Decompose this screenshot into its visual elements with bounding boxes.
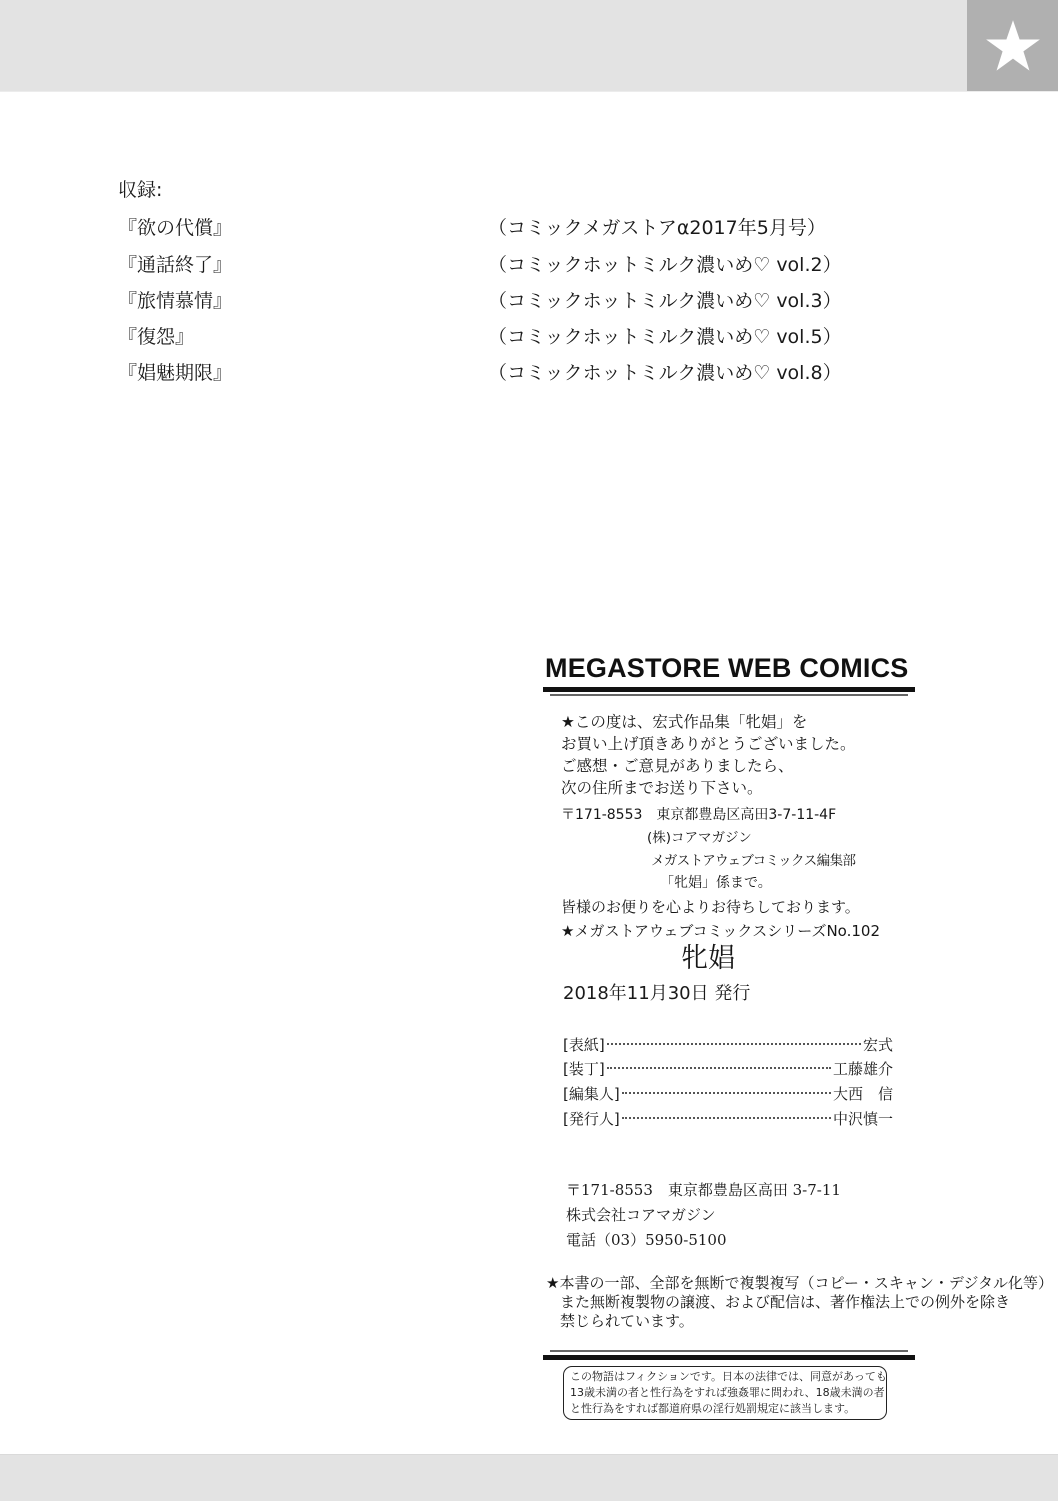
contents-item [118,324,842,350]
credit-row [563,1082,893,1106]
dot-leader [622,1117,831,1119]
story-title: 『通話終了』 [118,254,233,276]
copyright-line: 禁じられています。 [560,1312,694,1330]
story-source: （コミックメガストアα2017年5月号） [488,217,826,239]
divider-thin [550,1350,908,1352]
story-title: 『欲の代償』 [118,217,233,239]
thanks-line: お買い上げ頂きありがとうございました。 [561,735,856,753]
fiction-line: と性行為をすれば都道府県の淫行処罰規定に該当します。 [570,1402,856,1415]
brand-title: MEGASTORE WEB COMICS [545,653,909,683]
thanks-line: ご感想・ご意見がありましたら、 [561,757,794,775]
fiction-notice [563,1366,887,1420]
credit-role: [発行人] [563,1110,620,1128]
contents-item [118,360,842,386]
copyright-line: また無断複製物の譲渡、および配信は、著作権法上での例外を除き [560,1293,1011,1311]
copyright-line: ★本書の一部、全部を無断で複製複写（コピー・スキャン・デジタル化等） [546,1274,1053,1292]
publisher-company: 株式会社コアマガジン [566,1206,716,1224]
credit-row [563,1107,893,1131]
divider-thick [543,1355,915,1360]
contents-heading: 収録: [118,179,163,201]
credit-name: 工藤雄介 [832,1060,893,1078]
series-number: ★メガストアウェブコミックスシリーズNo.102 [561,922,880,940]
contents-item [118,252,842,278]
fiction-line: 13歳未満の者と性行為をすれば強姦罪に問われ、18歳未満の者 [570,1386,885,1399]
publisher-info [566,1178,841,1253]
address-line: メガストアウェブコミックス編集部 [651,853,856,869]
address-line: 〒171-8553 東京都豊島区高田3-7-11-4F [561,807,837,823]
thanks-line: 次の住所までお送り下さい。 [561,779,763,797]
dot-leader [607,1043,861,1045]
star-icon [985,19,1041,73]
credit-role: [装丁] [563,1060,605,1078]
dot-leader [607,1067,831,1069]
copyright-notice [546,1274,1053,1331]
story-source: （コミックホットミルク濃いめ♡ vol.5） [488,326,842,348]
credit-row [563,1057,893,1081]
credit-name: 中沢慎一 [832,1110,893,1128]
publisher-phone: 電話（03）5950-5100 [566,1231,727,1249]
contents-item [118,288,842,314]
credit-row [563,1033,893,1057]
credit-name: 大西 信 [832,1085,893,1103]
story-source: （コミックホットミルク濃いめ♡ vol.2） [488,254,842,276]
bottom-band [0,1454,1058,1501]
publisher-address: 〒171-8553 東京都豊島区高田 3-7-11 [566,1181,841,1199]
credit-role: [編集人] [563,1085,620,1103]
dot-leader [622,1092,831,1094]
story-source: （コミックホットミルク濃いめ♡ vol.8） [488,362,842,384]
publish-date: 2018年11月30日 発行 [563,983,751,1004]
star-badge [967,0,1058,91]
divider-thick [543,687,915,692]
contents-item [118,215,838,241]
thanks-line: ★この度は、宏式作品集「牝娼」を [561,713,808,731]
fiction-line: この物語はフィクションです。日本の法律では、同意があっても [570,1370,887,1383]
closing-message: 皆様のお便りを心よりお待ちしております。 [561,898,860,916]
thanks-message [561,711,856,799]
top-band [0,0,1058,92]
address-line: 「牝娼」係まで。 [660,875,772,891]
book-title: 牝娼 [681,943,735,974]
story-title: 『復怨』 [118,326,195,348]
story-title: 『娼魅期限』 [118,362,233,384]
story-source: （コミックホットミルク濃いめ♡ vol.3） [488,290,842,312]
story-title: 『旅情慕情』 [118,290,233,312]
address-line: (株)コアマガジン [647,830,752,846]
credit-role: [表紙] [563,1036,605,1054]
divider-thin [550,694,908,696]
credit-name: 宏式 [862,1036,893,1054]
